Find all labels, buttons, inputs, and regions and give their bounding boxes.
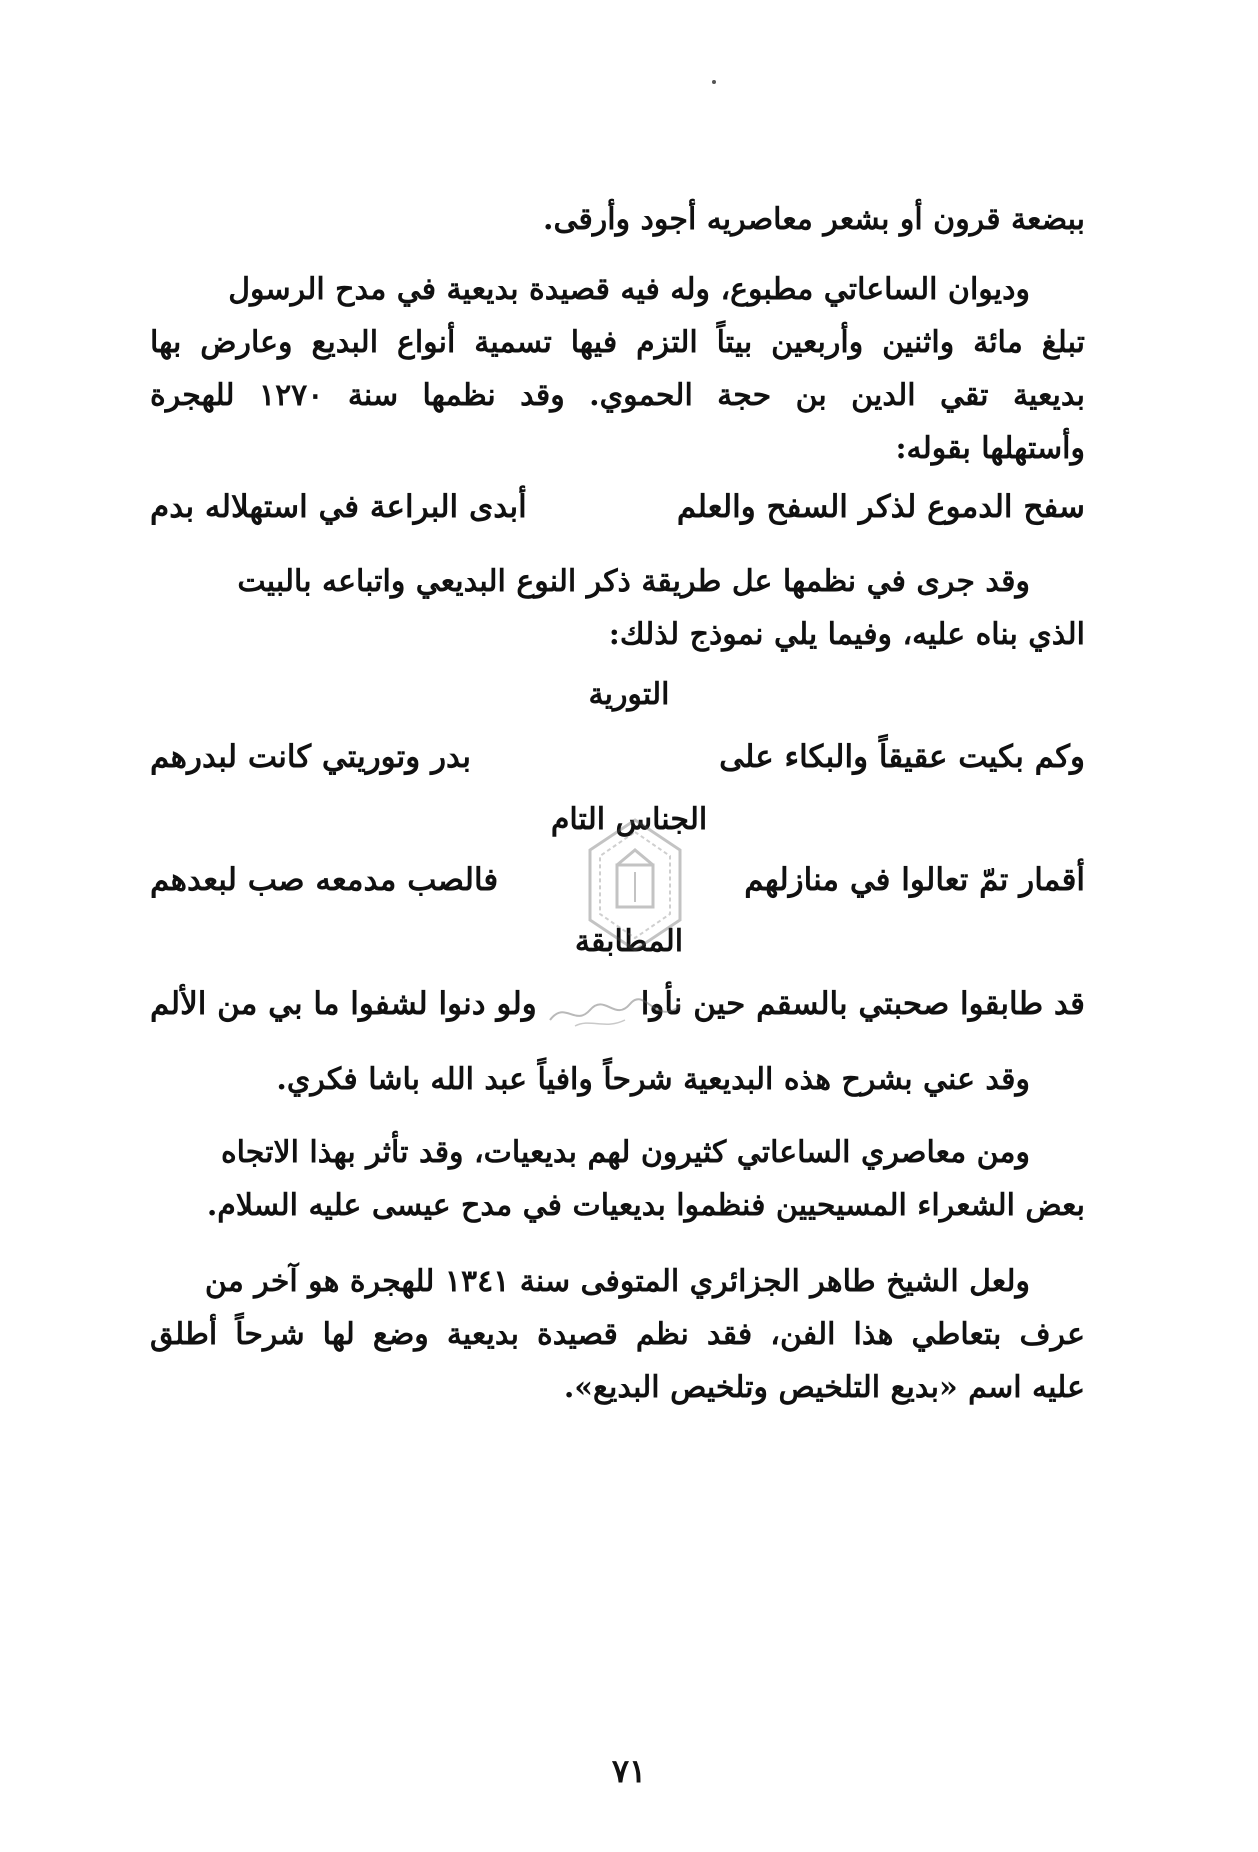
paragraph-first-line: وديوان الساعاتي مطبوع، وله فيه قصيدة بديعية في مدح الرسول — [228, 272, 1030, 307]
text-line: بديعية تقي الدين بن حجة الحموي. وقد نظمها سنة ١٢٧٠ للهجرة — [150, 378, 1086, 413]
verse-second-hemistich: ولو دنوا لشفوا ما بي من الألم — [150, 986, 537, 1022]
text-line: بعض الشعراء المسيحيين فنظموا بديعيات في مدح عيسى عليه السلام. — [206, 1188, 1085, 1223]
page-number: ٧١ — [611, 1752, 647, 1790]
paragraph-first-line: وقد جرى في نظمها عل طريقة ذكر النوع البديعي واتباعه بالبيت — [237, 564, 1030, 599]
poem-verse — [150, 735, 1085, 779]
poem-verse — [150, 485, 1085, 529]
verse-first-hemistich: قد طابقوا صحبتي بالسقم حين نأوا — [640, 986, 1085, 1022]
paragraph-line: وقد عني بشرح هذه البديعية شرحاً وافياً عبد الله باشا فكري. — [276, 1062, 1030, 1097]
text-line: ببضعة قرون أو بشعر معاصريه أجود وأرقى. — [543, 202, 1085, 237]
text-line: الذي بناه عليه، وفيما يلي نموذج لذلك: — [608, 617, 1085, 652]
text-line: عرف بتعاطي هذا الفن، فقد نظم قصيدة بديعية وضع لها شرحاً أطلق — [150, 1317, 1085, 1352]
handwritten-mark — [545, 992, 685, 1032]
paragraph-first-line: ولعل الشيخ طاهر الجزائري المتوفى سنة ١٣٤١ للهجرة هو آخر من — [204, 1264, 1030, 1299]
scan-speck — [712, 80, 716, 84]
verse-second-hemistich: بدر وتوريتي كانت لبدرهم — [150, 739, 471, 775]
verse-first-hemistich: وكم بكيت عقيقاً والبكاء على — [719, 739, 1085, 775]
section-heading: الجناس التام — [550, 802, 708, 837]
section-heading: التورية — [588, 677, 670, 712]
verse-second-hemistich: فالصب مدمعه صب لبعدهم — [150, 862, 499, 898]
library-stamp-watermark — [575, 810, 695, 960]
verse-second-hemistich: أبدى البراعة في استهلاله بدم — [150, 489, 527, 525]
text-line: تبلغ مائة واثنين وأربعين بيتاً التزم فيها تسمية أنواع البديع وعارض بها — [150, 325, 1085, 360]
verse-first-hemistich: أقمار تمّ تعالوا في منازلهم — [744, 862, 1085, 898]
paragraph-first-line: ومن معاصري الساعاتي كثيرون لهم بديعيات، وقد تأثر بهذا الاتجاه — [220, 1135, 1030, 1170]
section-heading: المطابقة — [574, 924, 684, 959]
text-line: عليه اسم «بديع التلخيص وتلخيص البديع». — [563, 1370, 1085, 1405]
text-line: وأستهلها بقوله: — [895, 431, 1085, 466]
verse-first-hemistich: سفح الدموع لذكر السفح والعلم — [676, 489, 1085, 525]
